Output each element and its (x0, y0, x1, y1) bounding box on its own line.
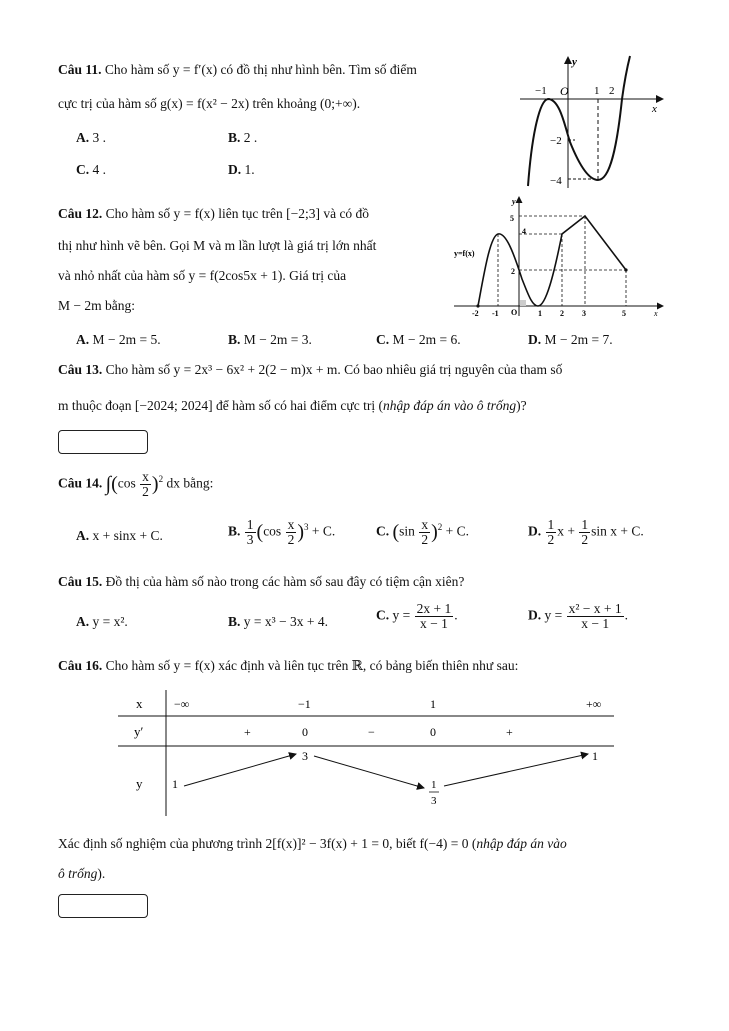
svg-text:2: 2 (511, 267, 515, 276)
q14-option-c[interactable]: C. (sin $\frac{x}{2}$ )$^2$ + C. (376, 517, 469, 547)
q12-option-c[interactable]: C. M − 2m = 6. (376, 332, 461, 347)
q15-line1: Câu 15. Đồ thị của hàm số nào trong các hàm số sau đây có tiệm cận xiên? (58, 574, 465, 589)
q11-graph (510, 52, 670, 192)
q11-tick-neg2: −2 (550, 135, 562, 147)
q13-answer-input[interactable] (58, 430, 148, 454)
q12-line3: và nhỏ nhất của hàm số y = f(2cos5x + 1). Giá trị của (58, 268, 347, 283)
q15-option-b[interactable]: B. y = x³ − 3x + 4. (228, 614, 329, 629)
q12-option-a[interactable]: A. M − 2m = 5. (76, 332, 161, 347)
svg-text:0: 0 (430, 725, 436, 739)
vt-x-neg1: −1 (298, 697, 311, 711)
vt-y-label: y (136, 776, 143, 791)
q12-line2: thị như hình vẽ bên. Gọi M và m lần lượt là giá trị lớn nhất (58, 238, 377, 253)
svg-text:5: 5 (622, 309, 626, 318)
vt-x-label: x (136, 696, 143, 711)
variation-table (118, 690, 618, 820)
q12-line1: Câu 12. Cho hàm số y = f(x) liên tục trên [−2;3] và có đồ (58, 206, 370, 221)
svg-text:−: − (368, 725, 375, 739)
q11-label: Câu 11. (58, 62, 102, 77)
vt-y-left: 1 (172, 777, 178, 791)
vt-x-1: 1 (430, 697, 436, 711)
q11-origin: O (560, 84, 569, 98)
q12-graph (452, 194, 667, 320)
svg-text:+: + (244, 725, 251, 739)
q11-tick-1: 1 (594, 85, 600, 97)
q11-tick-neg4: −4 (550, 175, 562, 187)
q13-line2: m thuộc đoạn [−2024; 2024] để hàm số có hai điểm cực trị (nhập đáp án vào ô trống)? (58, 398, 527, 413)
svg-text:+: + (506, 725, 513, 739)
q11-curve (528, 56, 630, 186)
svg-text:-1: -1 (492, 309, 499, 318)
vt-x-pos-inf: +∞ (586, 697, 602, 711)
svg-text:x: x (654, 309, 658, 318)
svg-text:4: 4 (522, 227, 526, 236)
svg-text:-2: -2 (472, 309, 479, 318)
svg-text:2: 2 (560, 309, 564, 318)
svg-text:3: 3 (582, 309, 586, 318)
vt-y-right: 1 (592, 749, 598, 763)
vt-y-min-den: 3 (431, 795, 437, 807)
q11-option-a[interactable]: A. 3 . (76, 130, 106, 145)
q15-option-a[interactable]: A. y = x². (76, 614, 128, 629)
q14-line1: Câu 14. ∫(cos $\frac{x}{2}$ )$^2$ dx bằng: (58, 469, 214, 499)
q11-tick-neg1: −1 (535, 85, 547, 97)
vt-dy-label: y′ (134, 724, 144, 739)
svg-text:1: 1 (538, 309, 542, 318)
vt-y-max: 3 (302, 749, 308, 763)
q11-y-label: y (572, 56, 577, 68)
q14-option-a[interactable]: A. x + sinx + C. (76, 528, 163, 543)
svg-text:O: O (511, 308, 518, 317)
q16-line3: ô trống). (58, 866, 106, 881)
q16-line2: Xác định số nghiệm của phương trình 2[f(x)]² − 3f(x) + 1 = 0, biết f(−4) = 0 (nhập đáp án vào (58, 836, 567, 851)
q11-option-b[interactable]: B. 2 . (228, 130, 258, 145)
vt-y-min-num: 1 (431, 779, 437, 791)
q12-label: Câu 12. (58, 206, 103, 221)
q12-option-b[interactable]: B. M − 2m = 3. (228, 332, 312, 347)
q11-tick-2: 2 (609, 85, 615, 97)
svg-text:0: 0 (302, 725, 308, 739)
q11-text1: Cho hàm số y = f′(x) có đồ thị như hình bên. Tìm số điểm (104, 62, 417, 77)
q11-x-label: x (652, 103, 657, 115)
q12-option-d[interactable]: D. M − 2m = 7. (528, 332, 613, 347)
q12-line4: M − 2m bằng: (58, 298, 135, 313)
q15-option-c[interactable]: C. y = $\frac{2x + 1}{x - 1}$ . (376, 601, 458, 631)
q11-option-d[interactable]: D. 1. (228, 162, 255, 177)
q11-option-c[interactable]: C. 4 . (76, 162, 106, 177)
q16-answer-input[interactable] (58, 894, 148, 918)
q16-line1: Câu 16. Cho hàm số y = f(x) xác định và liên tục trên ℝ, có bảng biến thiên như sau: (58, 658, 519, 673)
q12-curve (478, 216, 626, 306)
q12-curve-label: y=f(x) (454, 249, 475, 258)
q14-option-b[interactable]: B. $\frac{1}{3}$ (cos $\frac{x}{2}$ )$^3$ + C. (228, 517, 336, 547)
svg-text:5: 5 (510, 214, 514, 223)
svg-text:y: y (512, 197, 516, 206)
q14-option-d[interactable]: D. $\frac{1}{2}$ x + $\frac{1}{2}$ sin x + C. (528, 517, 644, 547)
q11-line2: cực trị của hàm số g(x) = f(x² − 2x) trên khoảng (0;+∞). (58, 96, 361, 111)
q13-line1: Câu 13. Cho hàm số y = 2x³ − 6x² + 2(2 − m)x + m. Có bao nhiêu giá trị nguyên của tham số (58, 362, 563, 377)
vt-x-neg-inf: −∞ (174, 697, 190, 711)
q15-option-d[interactable]: D. y = $\frac{\text{x² − x + 1}}{x - 1}$ . (528, 601, 629, 631)
q11-line1 (58, 62, 417, 78)
